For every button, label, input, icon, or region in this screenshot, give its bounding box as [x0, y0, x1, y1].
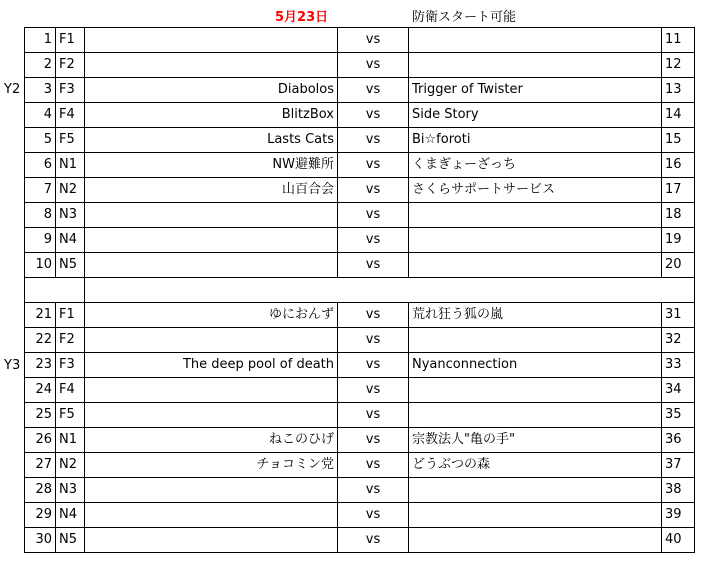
- opponent-number-cell: 36: [662, 428, 695, 453]
- vs-cell: vs: [338, 353, 409, 378]
- away-team-cell: Bi☆foroti: [409, 128, 662, 153]
- row-number-cell: 10: [25, 253, 56, 278]
- table-row: [25, 378, 695, 403]
- table-row: [25, 103, 695, 128]
- home-team-cell: [85, 28, 338, 53]
- spacer-cell: [25, 278, 85, 303]
- table-row: [25, 453, 695, 478]
- away-team-cell: [409, 528, 662, 553]
- vs-cell: vs: [338, 203, 409, 228]
- group-label-y3: Y3: [4, 358, 21, 373]
- row-number-cell: 2: [25, 53, 56, 78]
- away-team-cell: [409, 403, 662, 428]
- group-label-y2: Y2: [4, 82, 21, 97]
- slot-code-cell: N1: [56, 428, 85, 453]
- home-team-cell: NW避難所: [85, 153, 338, 178]
- home-team-cell: [85, 328, 338, 353]
- spacer-row: [25, 278, 695, 303]
- table-row: [25, 78, 695, 103]
- row-number-cell: 21: [25, 303, 56, 328]
- vs-cell: vs: [338, 78, 409, 103]
- away-team-cell: [409, 228, 662, 253]
- vs-cell: vs: [338, 528, 409, 553]
- home-team-cell: BlitzBox: [85, 103, 338, 128]
- slot-code-cell: F1: [56, 28, 85, 53]
- vs-cell: vs: [338, 478, 409, 503]
- slot-code-cell: N1: [56, 153, 85, 178]
- home-team-cell: ねこのひげ: [85, 428, 338, 453]
- row-number-cell: 22: [25, 328, 56, 353]
- match-table: [24, 27, 695, 553]
- vs-cell: vs: [338, 178, 409, 203]
- opponent-number-cell: 37: [662, 453, 695, 478]
- row-number-cell: 6: [25, 153, 56, 178]
- row-number-cell: 24: [25, 378, 56, 403]
- row-number-cell: 1: [25, 28, 56, 53]
- table-row: [25, 428, 695, 453]
- away-team-cell: くまぎょーざっち: [409, 153, 662, 178]
- away-team-cell: [409, 53, 662, 78]
- opponent-number-cell: 40: [662, 528, 695, 553]
- away-team-cell: [409, 503, 662, 528]
- away-team-cell: [409, 478, 662, 503]
- opponent-number-cell: 38: [662, 478, 695, 503]
- row-number-cell: 27: [25, 453, 56, 478]
- opponent-number-cell: 15: [662, 128, 695, 153]
- row-number-cell: 28: [25, 478, 56, 503]
- home-team-cell: [85, 53, 338, 78]
- row-number-cell: 23: [25, 353, 56, 378]
- opponent-number-cell: 33: [662, 353, 695, 378]
- away-team-cell: 荒れ狂う狐の嵐: [409, 303, 662, 328]
- opponent-number-cell: 20: [662, 253, 695, 278]
- slot-code-cell: F5: [56, 403, 85, 428]
- vs-cell: vs: [338, 378, 409, 403]
- away-team-cell: [409, 378, 662, 403]
- vs-cell: vs: [338, 28, 409, 53]
- row-number-cell: 5: [25, 128, 56, 153]
- table-row: [25, 28, 695, 53]
- table-row: [25, 503, 695, 528]
- opponent-number-cell: 14: [662, 103, 695, 128]
- slot-code-cell: F4: [56, 378, 85, 403]
- table-row: [25, 478, 695, 503]
- schedule-date: 5月23日: [275, 10, 329, 25]
- away-team-cell: 宗教法人"亀の手": [409, 428, 662, 453]
- away-team-cell: どうぶつの森: [409, 453, 662, 478]
- home-team-cell: ゆにおんず: [85, 303, 338, 328]
- row-number-cell: 25: [25, 403, 56, 428]
- slot-code-cell: N5: [56, 253, 85, 278]
- opponent-number-cell: 31: [662, 303, 695, 328]
- vs-cell: vs: [338, 228, 409, 253]
- row-number-cell: 30: [25, 528, 56, 553]
- away-team-cell: Nyanconnection: [409, 353, 662, 378]
- away-team-cell: Trigger of Twister: [409, 78, 662, 103]
- slot-code-cell: F3: [56, 353, 85, 378]
- opponent-number-cell: 32: [662, 328, 695, 353]
- slot-code-cell: N2: [56, 178, 85, 203]
- slot-code-cell: F2: [56, 53, 85, 78]
- slot-code-cell: F4: [56, 103, 85, 128]
- table-row: [25, 228, 695, 253]
- row-number-cell: 7: [25, 178, 56, 203]
- home-team-cell: [85, 403, 338, 428]
- opponent-number-cell: 11: [662, 28, 695, 53]
- opponent-number-cell: 16: [662, 153, 695, 178]
- table-row: [25, 528, 695, 553]
- slot-code-cell: N3: [56, 203, 85, 228]
- row-number-cell: 29: [25, 503, 56, 528]
- opponent-number-cell: 34: [662, 378, 695, 403]
- match-table-body: [25, 28, 695, 553]
- opponent-number-cell: 19: [662, 228, 695, 253]
- slot-code-cell: F1: [56, 303, 85, 328]
- table-row: [25, 253, 695, 278]
- slot-code-cell: N3: [56, 478, 85, 503]
- away-team-cell: さくらサポートサービス: [409, 178, 662, 203]
- vs-cell: vs: [338, 503, 409, 528]
- home-team-cell: Diabolos: [85, 78, 338, 103]
- slot-code-cell: F2: [56, 328, 85, 353]
- table-row: [25, 178, 695, 203]
- home-team-cell: 山百合会: [85, 178, 338, 203]
- home-team-cell: [85, 478, 338, 503]
- slot-code-cell: N4: [56, 228, 85, 253]
- table-row: [25, 303, 695, 328]
- home-team-cell: [85, 253, 338, 278]
- row-number-cell: 9: [25, 228, 56, 253]
- row-number-cell: 8: [25, 203, 56, 228]
- opponent-number-cell: 12: [662, 53, 695, 78]
- vs-cell: vs: [338, 453, 409, 478]
- vs-cell: vs: [338, 53, 409, 78]
- home-team-cell: チョコミン党: [85, 453, 338, 478]
- home-team-cell: [85, 378, 338, 403]
- opponent-number-cell: 35: [662, 403, 695, 428]
- table-row: [25, 403, 695, 428]
- away-team-cell: [409, 203, 662, 228]
- vs-cell: vs: [338, 428, 409, 453]
- vs-cell: vs: [338, 328, 409, 353]
- vs-cell: vs: [338, 403, 409, 428]
- table-row: [25, 128, 695, 153]
- home-team-cell: [85, 528, 338, 553]
- opponent-number-cell: 13: [662, 78, 695, 103]
- row-number-cell: 3: [25, 78, 56, 103]
- spacer-cell: [85, 278, 695, 303]
- away-team-cell: Side Story: [409, 103, 662, 128]
- table-row: [25, 203, 695, 228]
- table-row: [25, 353, 695, 378]
- home-team-cell: [85, 503, 338, 528]
- row-number-cell: 4: [25, 103, 56, 128]
- home-team-cell: [85, 228, 338, 253]
- vs-cell: vs: [338, 153, 409, 178]
- slot-code-cell: N4: [56, 503, 85, 528]
- vs-cell: vs: [338, 303, 409, 328]
- away-team-cell: [409, 253, 662, 278]
- home-team-cell: [85, 203, 338, 228]
- away-team-cell: [409, 28, 662, 53]
- row-number-cell: 26: [25, 428, 56, 453]
- slot-code-cell: F5: [56, 128, 85, 153]
- table-row: [25, 328, 695, 353]
- slot-code-cell: N5: [56, 528, 85, 553]
- opponent-number-cell: 17: [662, 178, 695, 203]
- defense-start-note: 防衛スタート可能: [412, 10, 517, 25]
- table-row: [25, 153, 695, 178]
- vs-cell: vs: [338, 253, 409, 278]
- slot-code-cell: F3: [56, 78, 85, 103]
- away-team-cell: [409, 328, 662, 353]
- opponent-number-cell: 39: [662, 503, 695, 528]
- home-team-cell: The deep pool of death: [85, 353, 338, 378]
- table-row: [25, 53, 695, 78]
- vs-cell: vs: [338, 103, 409, 128]
- vs-cell: vs: [338, 128, 409, 153]
- opponent-number-cell: 18: [662, 203, 695, 228]
- home-team-cell: Lasts Cats: [85, 128, 338, 153]
- slot-code-cell: N2: [56, 453, 85, 478]
